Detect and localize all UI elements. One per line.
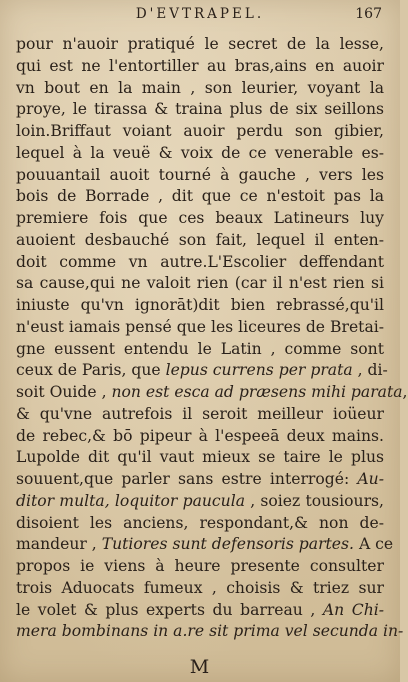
line-text: A ce xyxy=(354,535,394,554)
line-text: doit comme vn autre.L'Escolier deffendant xyxy=(16,252,384,271)
signature-mark: M xyxy=(189,656,211,678)
text-line xyxy=(16,78,384,100)
text-line xyxy=(16,447,384,469)
text-line xyxy=(16,578,384,600)
line-text: ceux de Paris, que xyxy=(16,361,166,380)
line-text: & qu'vne autrefois il seroit meilleur ioüeur xyxy=(16,404,384,423)
text-line xyxy=(16,339,384,361)
text-line xyxy=(16,186,384,208)
text-line xyxy=(16,230,384,252)
text-line xyxy=(16,295,384,317)
latin-quotation: Tutiores sunt defensoris partes. xyxy=(101,535,354,554)
text-line xyxy=(16,208,384,230)
line-text: proye, le tirassa & traina plus de six seillons xyxy=(16,100,384,119)
body-text xyxy=(16,34,408,643)
text-line xyxy=(16,513,384,535)
text-line xyxy=(16,426,384,448)
line-text: gne eussent entendu le Latin , comme sont xyxy=(16,339,384,358)
line-text: premiere fois que ces beaux Latineurs luy xyxy=(16,209,384,227)
latin-quotation: Au- xyxy=(357,470,384,488)
text-line xyxy=(16,469,384,491)
line-text: n'eust iamais pensé que les liceures de Bretai- xyxy=(16,317,384,336)
text-line xyxy=(16,121,384,143)
text-line xyxy=(16,273,384,295)
text-line xyxy=(16,534,394,556)
line-text: bois de Borrade , dit que ce n'estoit pas la xyxy=(16,187,384,206)
line-text: auoient desbauché son fait, lequel il enten- xyxy=(16,230,384,249)
text-line xyxy=(16,317,384,339)
line-text: mandeur , xyxy=(16,535,102,554)
text-line xyxy=(16,56,384,78)
page-header xyxy=(16,4,384,30)
latin-quotation: lepus currens per prata xyxy=(165,361,353,380)
latin-quotation: ditor multa, loquitor paucula xyxy=(16,491,245,510)
text-line xyxy=(16,600,384,622)
text-line xyxy=(16,252,384,274)
line-text: le volet & plus experts du barreau , xyxy=(16,600,323,619)
text-line xyxy=(16,404,384,426)
line-text: propos ie viens à heure presente consulter xyxy=(16,557,384,575)
running-title: D'EVTRAPEL. xyxy=(135,6,265,22)
line-text: iniuste qu'vn ignorāt)dit bien rebrassé,qu'il xyxy=(16,296,384,314)
text-line xyxy=(16,99,384,121)
text-line xyxy=(16,34,384,56)
line-text: , soiez tousiours, xyxy=(245,491,385,510)
line-text: loin.Briffaut voiant auoir perdu son gibier, xyxy=(16,122,384,140)
text-line xyxy=(16,491,384,513)
line-text: souuent,que parler sans estre interrogé: xyxy=(16,470,358,488)
text-line xyxy=(16,621,404,643)
latin-quotation: mera bombinans in a.re sit prima vel secunda in- xyxy=(16,622,404,641)
text-line xyxy=(16,556,384,578)
line-text: lequel à la veuë & voix de ce venerable es- xyxy=(16,143,384,162)
text-line xyxy=(16,165,384,187)
line-text: pouuantail auoit tourné à gauche , vers les xyxy=(16,165,384,184)
line-text: , xyxy=(402,383,408,401)
line-text: trois Aduocats fumeux , choisis & triez sur xyxy=(16,578,384,597)
line-text: Lupolde dit qu'il vaut mieux se taire le plus xyxy=(16,448,384,467)
line-text: qui est ne l'entortiller au bras,ains en auoir xyxy=(16,56,384,75)
line-text: vn bout en la main , son leurier, voyant la xyxy=(16,78,384,97)
line-text: sa cause,qui ne valoit rien (car il n'est rien si xyxy=(16,274,384,293)
text-line xyxy=(16,360,388,382)
line-text: soit Ouide , xyxy=(16,383,112,401)
latin-quotation: non est esca ad præsens mihi parata xyxy=(111,383,403,401)
line-text: pour n'auoir pratiqué le secret de la lesse, xyxy=(16,35,384,53)
line-text: de rebec,& bō pipeur à l'espeeā deux mains. xyxy=(16,426,384,445)
text-line xyxy=(16,382,408,404)
text-line xyxy=(16,143,384,165)
line-text: , di- xyxy=(352,361,388,380)
latin-quotation: An Chi- xyxy=(322,600,384,619)
page-number: 167 xyxy=(355,6,382,22)
line-text: disoient les anciens, respondant,& non de- xyxy=(16,513,384,532)
